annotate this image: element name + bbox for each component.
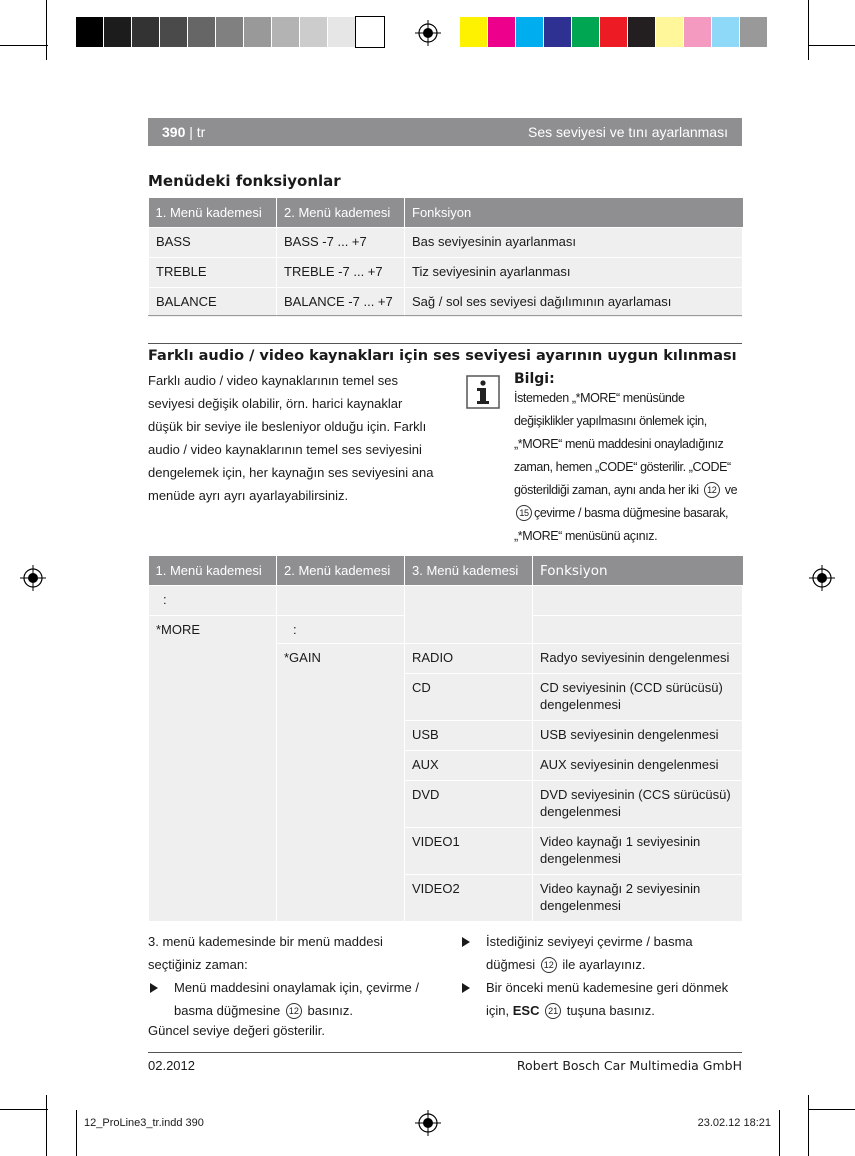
- column-header: 2. Menü kademesi: [277, 556, 405, 586]
- table-row: [149, 228, 743, 258]
- table-row: [149, 288, 743, 318]
- color-swatch: [572, 17, 600, 47]
- registration-mark-icon: [809, 565, 835, 591]
- table-cell: [405, 586, 533, 644]
- step-back: Bir önceki menü kademesine geri dönmek için, ESC 21 tuşuna basınız.: [460, 976, 745, 1022]
- info-text: İstemeden „*MORE“ menüsünde değişiklikler yapılmasını önlemek için, „*MORE“ menü maddesini onayladığınız zaman, hemen „CODE“ gösterilir. „CODE“ gösterildiği zaman, aynı anda her iki 12 ve15 çevirme / basma düğmesine basarak, „*MORE“ menüsünü açınız.: [514, 391, 738, 543]
- color-swatch: [272, 17, 300, 47]
- intro-paragraph: Farklı audio / video kaynaklarının temel ses seviyesi değişik olabilir, örn. harici kaynaklar düşük bir seviye ile besleniyor olduğu için. Farklı audio / video kaynaklarının temel ses seviyesini dengelemek için, her kaynağın ses seviyesini ana menüde ayrı ayrı ayarlayabilirsiniz.: [148, 373, 434, 503]
- color-swatch: [684, 17, 712, 47]
- color-swatch: [132, 17, 160, 47]
- table-cell: USB: [405, 721, 533, 751]
- table-cell: [533, 586, 743, 616]
- bullet-arrow-icon: [462, 983, 470, 993]
- table-cell: [533, 616, 743, 644]
- table-cell: RADIO: [405, 644, 533, 674]
- knob-number-icon: 12: [704, 482, 720, 498]
- color-swatch: [712, 17, 740, 47]
- color-swatch: [740, 17, 768, 47]
- table-cell: :: [277, 616, 405, 644]
- footer-date: 02.2012: [148, 1058, 195, 1073]
- table-row: [149, 586, 743, 616]
- table-cell: AUX seviyesinin dengelenmesi: [533, 751, 743, 781]
- column-header: Fonksiyon: [405, 198, 743, 228]
- table-cell: BASS: [149, 228, 277, 258]
- column-header: 1. Menü kademesi: [149, 556, 277, 586]
- page-number: 390 | tr: [162, 124, 206, 140]
- color-swatch: [244, 17, 272, 47]
- table-cell: Sağ / sol ses seviyesi dağılımının ayarlaması: [405, 288, 743, 318]
- step-result: Güncel seviye değeri gösterilir.: [148, 1023, 326, 1038]
- color-swatch: [600, 17, 628, 47]
- step-adjust: İstediğiniz seviyeyi çevirme / basma düğmesi 12 ile ayarlayınız.: [460, 930, 745, 976]
- knob-number-icon: 21: [545, 1003, 561, 1019]
- table-cell: CD: [405, 674, 533, 721]
- table-header-row: [149, 198, 743, 228]
- color-swatch: [188, 17, 216, 47]
- table-cell: DVD seviyesinin (CCS sürücüsü) dengelenmesi: [533, 781, 743, 828]
- table-cell: BALANCE: [149, 288, 277, 318]
- table-cell: USB seviyesinin dengelenmesi: [533, 721, 743, 751]
- table-cell: Tiz seviyesinin ayarlanması: [405, 258, 743, 288]
- color-swatch: [656, 17, 684, 47]
- footer-company: Robert Bosch Car Multimedia GmbH: [516, 1058, 742, 1073]
- section-divider: [148, 343, 742, 344]
- table-cell: Video kaynağı 1 seviyesinin dengelenmesi: [533, 828, 743, 875]
- registration-mark-icon: [415, 1110, 441, 1136]
- color-swatch: [160, 17, 188, 47]
- table-bottom-rule: [148, 315, 742, 316]
- footer-rule: [148, 1052, 742, 1053]
- table-cell: TREBLE -7 ... +7: [277, 258, 405, 288]
- color-swatch: [328, 17, 356, 47]
- slug-datetime: 23.02.12 18:21: [697, 1117, 771, 1129]
- esc-key-label: ESC: [512, 1003, 540, 1018]
- step-confirm: Menü maddesini onaylamak için, çevirme / basma düğmesine 12 basınız.: [148, 976, 438, 1022]
- table-cell: BALANCE -7 ... +7: [277, 288, 405, 318]
- column-header: 1. Menü kademesi: [149, 198, 277, 228]
- knob-number-icon: 12: [286, 1003, 302, 1019]
- color-swatch: [356, 17, 384, 47]
- section-title-level-adjust: Farklı audio / video kaynakları için ses seviyesi ayarının uygun kılınması: [148, 348, 737, 364]
- table-cell: Video kaynağı 2 seviyesinin dengelenmesi: [533, 875, 743, 922]
- table-cell: *GAIN: [277, 644, 405, 922]
- table-cell: *MORE: [149, 616, 277, 922]
- chapter-title: Ses seviyesi ve tını ayarlanması: [528, 124, 728, 140]
- color-swatch: [544, 17, 572, 47]
- color-swatch: [216, 17, 244, 47]
- table-header-row: [149, 556, 743, 586]
- color-swatch: [300, 17, 328, 47]
- info-title: Bilgi:: [514, 371, 555, 387]
- table-cell: BASS -7 ... +7: [277, 228, 405, 258]
- table-cell: AUX: [405, 751, 533, 781]
- table-cell: [277, 586, 405, 616]
- color-swatch: [516, 17, 544, 47]
- color-swatch: [104, 17, 132, 47]
- color-swatch: [488, 17, 516, 47]
- table-cell: DVD: [405, 781, 533, 828]
- bullet-arrow-icon: [462, 937, 470, 947]
- table-row: [149, 258, 743, 288]
- table-cell: :: [149, 586, 277, 616]
- info-box: [514, 371, 746, 548]
- column-header: Fonksiyon: [533, 556, 743, 586]
- table-cell: Radyo seviyesinin dengelenmesi: [533, 644, 743, 674]
- table-cell: TREBLE: [149, 258, 277, 288]
- column-header: 3. Menü kademesi: [405, 556, 533, 586]
- color-swatch: [628, 17, 656, 47]
- steps-intro: 3. menü kademesinde bir menü maddesi seçtiğiniz zaman:: [148, 934, 383, 972]
- color-swatch: [460, 17, 488, 47]
- table-cell: CD seviyesinin (CCD sürücüsü) dengelenmesi: [533, 674, 743, 721]
- menu-functions-table: [148, 198, 743, 318]
- grayscale-swatch-bar: [76, 17, 384, 47]
- knob-number-icon: 12: [541, 957, 557, 973]
- info-icon: [466, 375, 500, 409]
- table-cell: VIDEO2: [405, 875, 533, 922]
- color-swatch: [76, 17, 104, 47]
- registration-mark-icon: [415, 20, 441, 46]
- more-menu-table: [148, 556, 743, 922]
- column-header: 2. Menü kademesi: [277, 198, 405, 228]
- table-cell: VIDEO1: [405, 828, 533, 875]
- slug-filename: 12_ProLine3_tr.indd 390: [84, 1117, 204, 1129]
- bullet-arrow-icon: [150, 983, 158, 993]
- table-cell: Bas seviyesinin ayarlanması: [405, 228, 743, 258]
- registration-mark-icon: [20, 565, 46, 591]
- color-swatch-bar: [460, 17, 768, 47]
- page-header: [148, 118, 742, 146]
- section-title-menu-functions: Menüdeki fonksiyonlar: [148, 172, 341, 190]
- knob-number-icon: 15: [516, 505, 532, 521]
